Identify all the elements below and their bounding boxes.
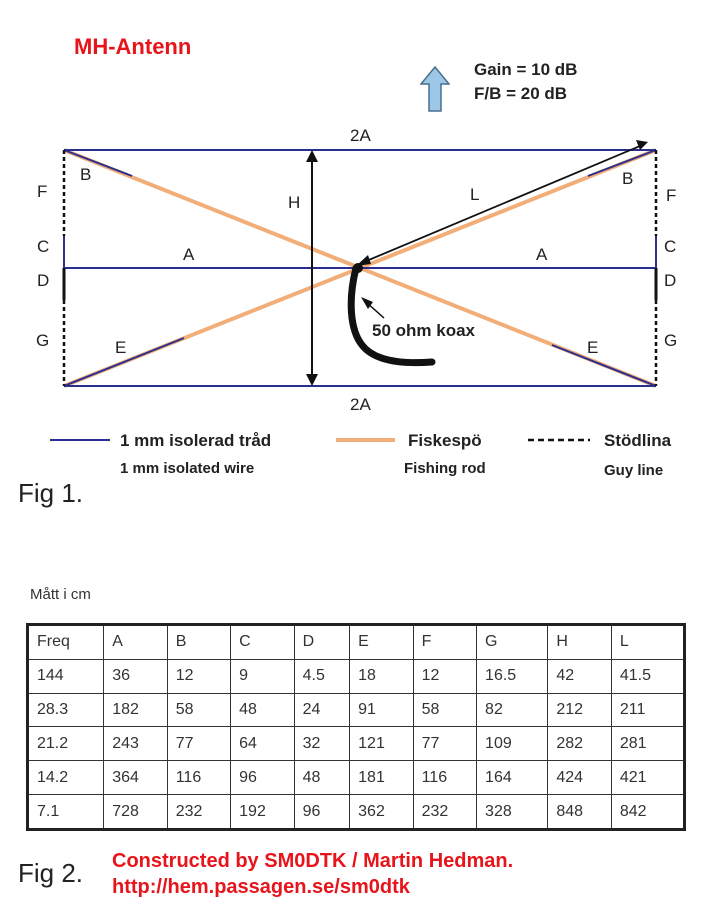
- label-h: H: [288, 193, 301, 212]
- table-cell: 116: [167, 761, 230, 795]
- label-coax: 50 ohm koax: [372, 321, 475, 340]
- table-row: [28, 659, 685, 693]
- table-cell: 64: [231, 727, 294, 761]
- table-cell: 28.3: [28, 693, 104, 727]
- label-e-left: E: [115, 338, 127, 357]
- table-cell: 121: [350, 727, 413, 761]
- wire-b-left: [64, 150, 132, 176]
- table-cell: 48: [294, 761, 350, 795]
- table-header-cell: E: [350, 625, 413, 660]
- table-cell: 4.5: [294, 659, 350, 693]
- dimensions-table: [26, 623, 686, 831]
- table-header-cell: H: [548, 625, 611, 660]
- unit-label: Mått i cm: [30, 586, 91, 603]
- gain-spec: Gain = 10 dB: [474, 60, 578, 79]
- table-cell: 116: [413, 761, 476, 795]
- table-cell: 192: [231, 795, 294, 830]
- table-cell: 728: [104, 795, 167, 830]
- wire-e-right: [552, 345, 656, 386]
- table-cell: 77: [167, 727, 230, 761]
- figure-2-caption: Fig 2.: [18, 858, 84, 888]
- table-cell: 281: [611, 727, 684, 761]
- table-cell: 16.5: [477, 659, 548, 693]
- label-a-left: A: [183, 245, 195, 264]
- label-l: L: [470, 185, 480, 204]
- label-2a-top: 2A: [350, 126, 371, 145]
- table-cell: 232: [167, 795, 230, 830]
- table-header-cell: C: [231, 625, 294, 660]
- label-f-left: F: [37, 182, 48, 201]
- table-cell: 181: [350, 761, 413, 795]
- table-header-cell: F: [413, 625, 476, 660]
- h-arrow-top-icon: [306, 150, 318, 162]
- table-cell: 36: [104, 659, 167, 693]
- table-cell: 21.2: [28, 727, 104, 761]
- table-cell: 848: [548, 795, 611, 830]
- table-header-cell: B: [167, 625, 230, 660]
- table-cell: 41.5: [611, 659, 684, 693]
- label-c-left: C: [37, 237, 50, 256]
- table-cell: 211: [611, 693, 684, 727]
- l-arrow-end-icon: [636, 140, 648, 150]
- label-d-left: D: [37, 271, 50, 290]
- label-b-right: B: [622, 169, 634, 188]
- legend-guy-sublabel: Guy line: [604, 462, 664, 479]
- table-row: [28, 795, 685, 830]
- table-cell: 421: [611, 761, 684, 795]
- table-cell: 12: [167, 659, 230, 693]
- table-cell: 842: [611, 795, 684, 830]
- label-e-right: E: [587, 338, 599, 357]
- table-cell: 362: [350, 795, 413, 830]
- table-cell: 77: [413, 727, 476, 761]
- table-cell: 364: [104, 761, 167, 795]
- table-cell: 42: [548, 659, 611, 693]
- table-cell: 243: [104, 727, 167, 761]
- label-c-right: C: [664, 237, 677, 256]
- table-cell: 48: [231, 693, 294, 727]
- label-a-right: A: [536, 245, 548, 264]
- label-b-left: B: [80, 165, 92, 184]
- table-cell: 58: [413, 693, 476, 727]
- label-f-right: F: [666, 186, 677, 205]
- table-cell: 212: [548, 693, 611, 727]
- credit-block: [112, 848, 513, 900]
- table-cell: 14.2: [28, 761, 104, 795]
- table-cell: 144: [28, 659, 104, 693]
- table-row: [28, 761, 685, 795]
- table-cell: 164: [477, 761, 548, 795]
- table-header-cell: Freq: [28, 625, 104, 660]
- table-header-cell: D: [294, 625, 350, 660]
- table-cell: 32: [294, 727, 350, 761]
- label-g-right: G: [664, 331, 678, 350]
- credit-author: Constructed by SM0DTK / Martin Hedman.: [112, 850, 514, 872]
- table-header-cell: G: [477, 625, 548, 660]
- dimensions-table-body: [28, 625, 685, 830]
- table-cell: 91: [350, 693, 413, 727]
- table-row: [28, 727, 685, 761]
- table-cell: 328: [477, 795, 548, 830]
- legend-wire-label: 1 mm isolerad tråd: [120, 431, 272, 450]
- label-g-left: G: [36, 331, 50, 350]
- table-cell: 182: [104, 693, 167, 727]
- diagram-title: MH-Antenn: [74, 34, 192, 59]
- table-cell: 232: [413, 795, 476, 830]
- table-cell: 82: [477, 693, 548, 727]
- table-cell: 18: [350, 659, 413, 693]
- table-cell: 12: [413, 659, 476, 693]
- label-2a-bottom: 2A: [350, 395, 371, 414]
- table-row: [28, 693, 685, 727]
- table-cell: 58: [167, 693, 230, 727]
- table-header-cell: A: [104, 625, 167, 660]
- table-cell: 282: [548, 727, 611, 761]
- table-cell: 24: [294, 693, 350, 727]
- legend-rod-label: Fiskespö: [408, 431, 482, 450]
- figure-1-caption: Fig 1.: [18, 478, 84, 508]
- legend-wire-sublabel: 1 mm isolated wire: [120, 460, 255, 477]
- table-header-cell: L: [611, 625, 684, 660]
- table-cell: 7.1: [28, 795, 104, 830]
- table-cell: 9: [231, 659, 294, 693]
- table-cell: 109: [477, 727, 548, 761]
- table-cell: 96: [231, 761, 294, 795]
- table-header-row: [28, 625, 685, 660]
- label-d-right: D: [664, 271, 677, 290]
- legend-guy-label: Stödlina: [604, 431, 672, 450]
- l-dimension-line: [364, 146, 640, 262]
- table-cell: 424: [548, 761, 611, 795]
- feed-point: [353, 263, 363, 273]
- table-cell: 96: [294, 795, 350, 830]
- front-back-spec: F/B = 20 dB: [474, 84, 568, 103]
- h-arrow-bottom-icon: [306, 374, 318, 386]
- legend-rod-sublabel: Fishing rod: [404, 460, 486, 477]
- credit-url: http://hem.passagen.se/sm0dtk: [112, 876, 410, 898]
